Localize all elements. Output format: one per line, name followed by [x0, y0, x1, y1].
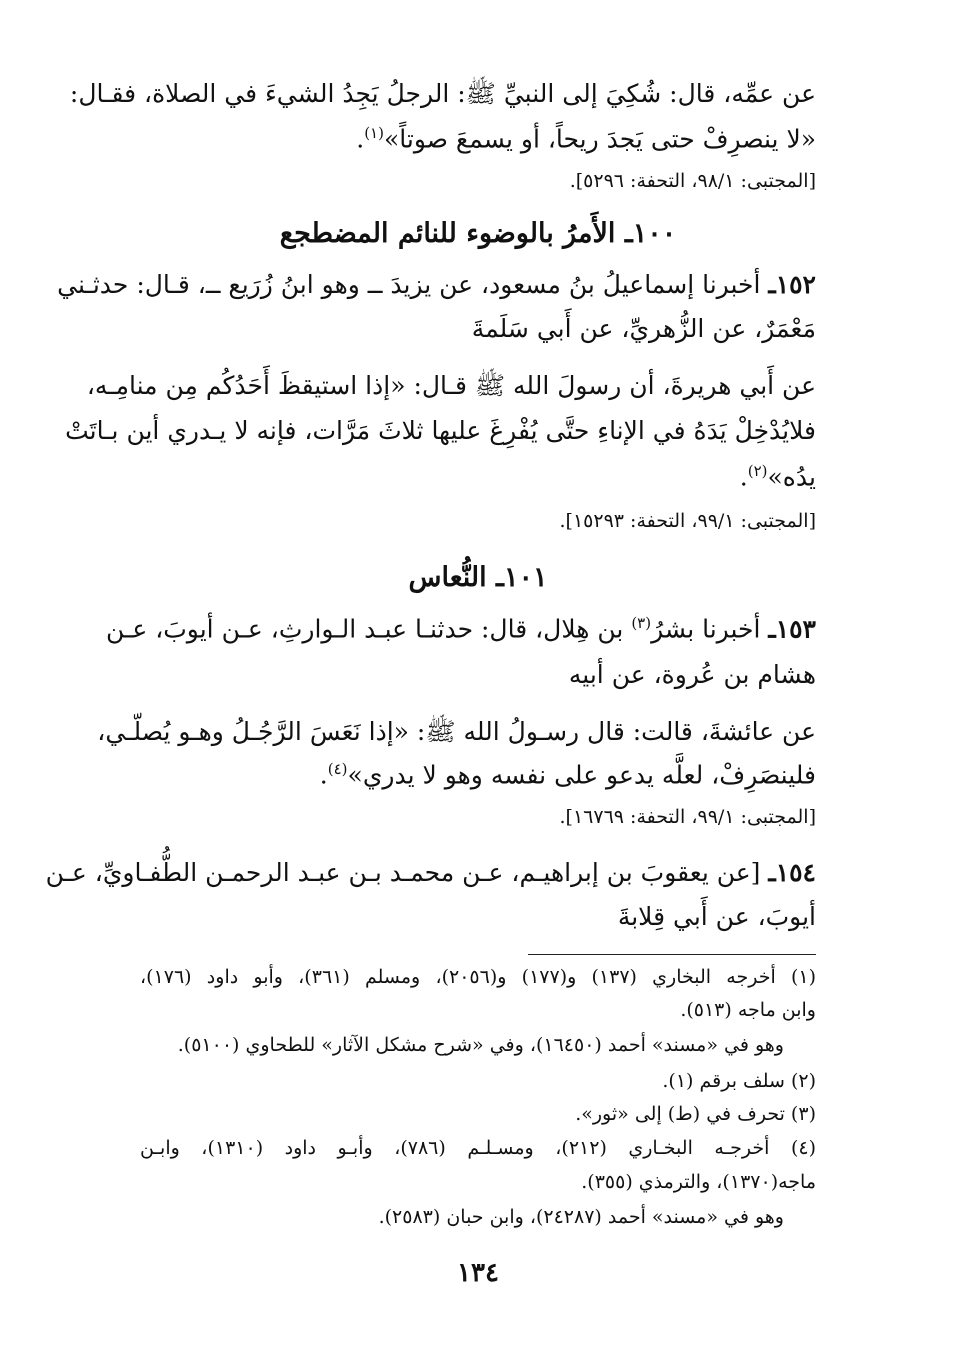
text-line: «لا ينصرِفْ حتى يَجدَ ريحاً، أو يسمعَ صوتاً»$^{(١)}$.	[356, 124, 816, 154]
text-line: عن عمِّه، قال: شُكِيَ إلى النبيِّ ﷺ: الرجلُ يَجِدُ الشيءَ في الصلاة، فقـال:	[69, 79, 816, 108]
footnote-line: وهو في «مسند» أحمد (٢٤٢٨٧)، وابن حبان (٢٥٨٣).	[378, 1206, 784, 1228]
hadith-number: ١٥٢ـ	[768, 270, 816, 299]
hadith-154-isnad	[45, 858, 816, 887]
text-segment: بن هِلال، قال: حدثنـا عبـد الـوارثِ، عـن أيوبَ، عـن	[105, 614, 624, 644]
footnote-line: وهو في «مسند» أحمد (١٦٤٥٠)، وفي «شرح مشكل الآثار» للطحاوي (٥١٠٠).	[177, 1034, 784, 1056]
text-line: فلينصَرِفْ، لعلَّه يدعو على نفسه وهو لا يدري»$^{(٤)}$.	[319, 760, 816, 790]
hadith-number: ١٥٣ـ	[768, 614, 816, 644]
text-line: مَعْمَرٌ، عن الزُّهريِّ، عن أَبي سَلَمةَ	[471, 314, 816, 343]
footnote-marker: (١)	[364, 124, 384, 142]
hadith-153-isnad	[105, 614, 816, 644]
citation: [المجتبى: ٩٩/١، التحفة: ١٦٧٦٩].	[559, 806, 816, 828]
section-heading: ١٠٠ـ الأَمرُ بالوضوء للنائم المضطجع	[279, 218, 677, 249]
text-line: هشام بن عُروة، عن أبيه	[568, 660, 816, 689]
footnote-marker: (٤)	[327, 760, 348, 778]
text-line: [عن يعقوبَ بن إبراهيـم، عـن محمـد بـن عبـد الرحمـن الطُّفـاويِّ، عـن	[45, 858, 761, 887]
text-line: عن أَبي هريرةَ، أن رسولَ الله ﷺ قـال: «إذا استيقظَ أَحَدُكُم مِن منامِـه،	[86, 371, 816, 400]
quote-text: يدُه»	[767, 462, 816, 492]
text-line: عن عائشةَ، قالت: قال رسـولُ الله ﷺ: «إذا نَعَسَ الرَّجُـلُ وهـو يُصلّـي،	[97, 717, 816, 746]
footnote-line: (٢) سلف برقم (١).	[662, 1070, 816, 1092]
footnote-line: (٤) أخرجـه البخـاري (٢١٢)، ومسـلـم (٧٨٦)، وأبـو داود (١٣١٠)، وابـن	[140, 1137, 816, 1159]
page-number: ١٣٤	[457, 1258, 499, 1288]
footnote-separator	[528, 954, 816, 955]
text-line: أيوبَ، عن أَبي قِلابةَ	[617, 902, 816, 931]
footnote-marker: (٣)	[631, 614, 652, 632]
footnote-line: (١) أخرجه البخاري (١٣٧) و(١٧٧) و(٢٠٥٦)، ومسلم (٣٦١)، وأبو داود (١٧٦)،	[140, 966, 817, 988]
citation: [المجتبى: ٩٨/١، التحفة: ٥٢٩٦].	[569, 170, 816, 192]
hadith-152-isnad	[57, 270, 816, 299]
quote-text: فلينصَرِفْ، لعلَّه يدعو على نفسه وهو لا يدري»	[347, 760, 816, 790]
section-heading: ١٠١ـ النُّعاس	[408, 562, 548, 593]
quote-text: «لا ينصرِفْ حتى يَجدَ ريحاً، أو يسمعَ صوتاً»	[383, 124, 816, 154]
citation: [المجتبى: ٩٩/١، التحفة: ١٥٢٩٣].	[559, 510, 816, 532]
footnote-line: (٣) تحرف في (ط) إلى «ثور».	[575, 1103, 816, 1125]
hadith-number: ١٥٤ـ	[768, 858, 816, 887]
text-line: فلايُدْخِلْ يَدَهُ في الإناءِ حتَّى يُفْرِغَ عليها ثلاثَ مَرَّات، فإنه لا يـدري أين بـاتَتْ	[65, 416, 816, 445]
text-line: يدُه»$^{(٢)}$.	[739, 462, 816, 492]
footnote-line: ماجه(١٣٧٠)، والترمذي (٣٥٥).	[581, 1171, 816, 1193]
text-line: أخبرنا إسماعيلُ بنُ مسعود، عن يزيدَ ــ وهو ابنُ زُرَيع ــ، قـال: حدثـني	[57, 270, 761, 299]
footnote-line: وابن ماجه (٥١٣).	[680, 999, 816, 1021]
footnote-marker: (٢)	[747, 462, 768, 480]
text-segment: أخبرنا بشرُ	[651, 614, 761, 644]
